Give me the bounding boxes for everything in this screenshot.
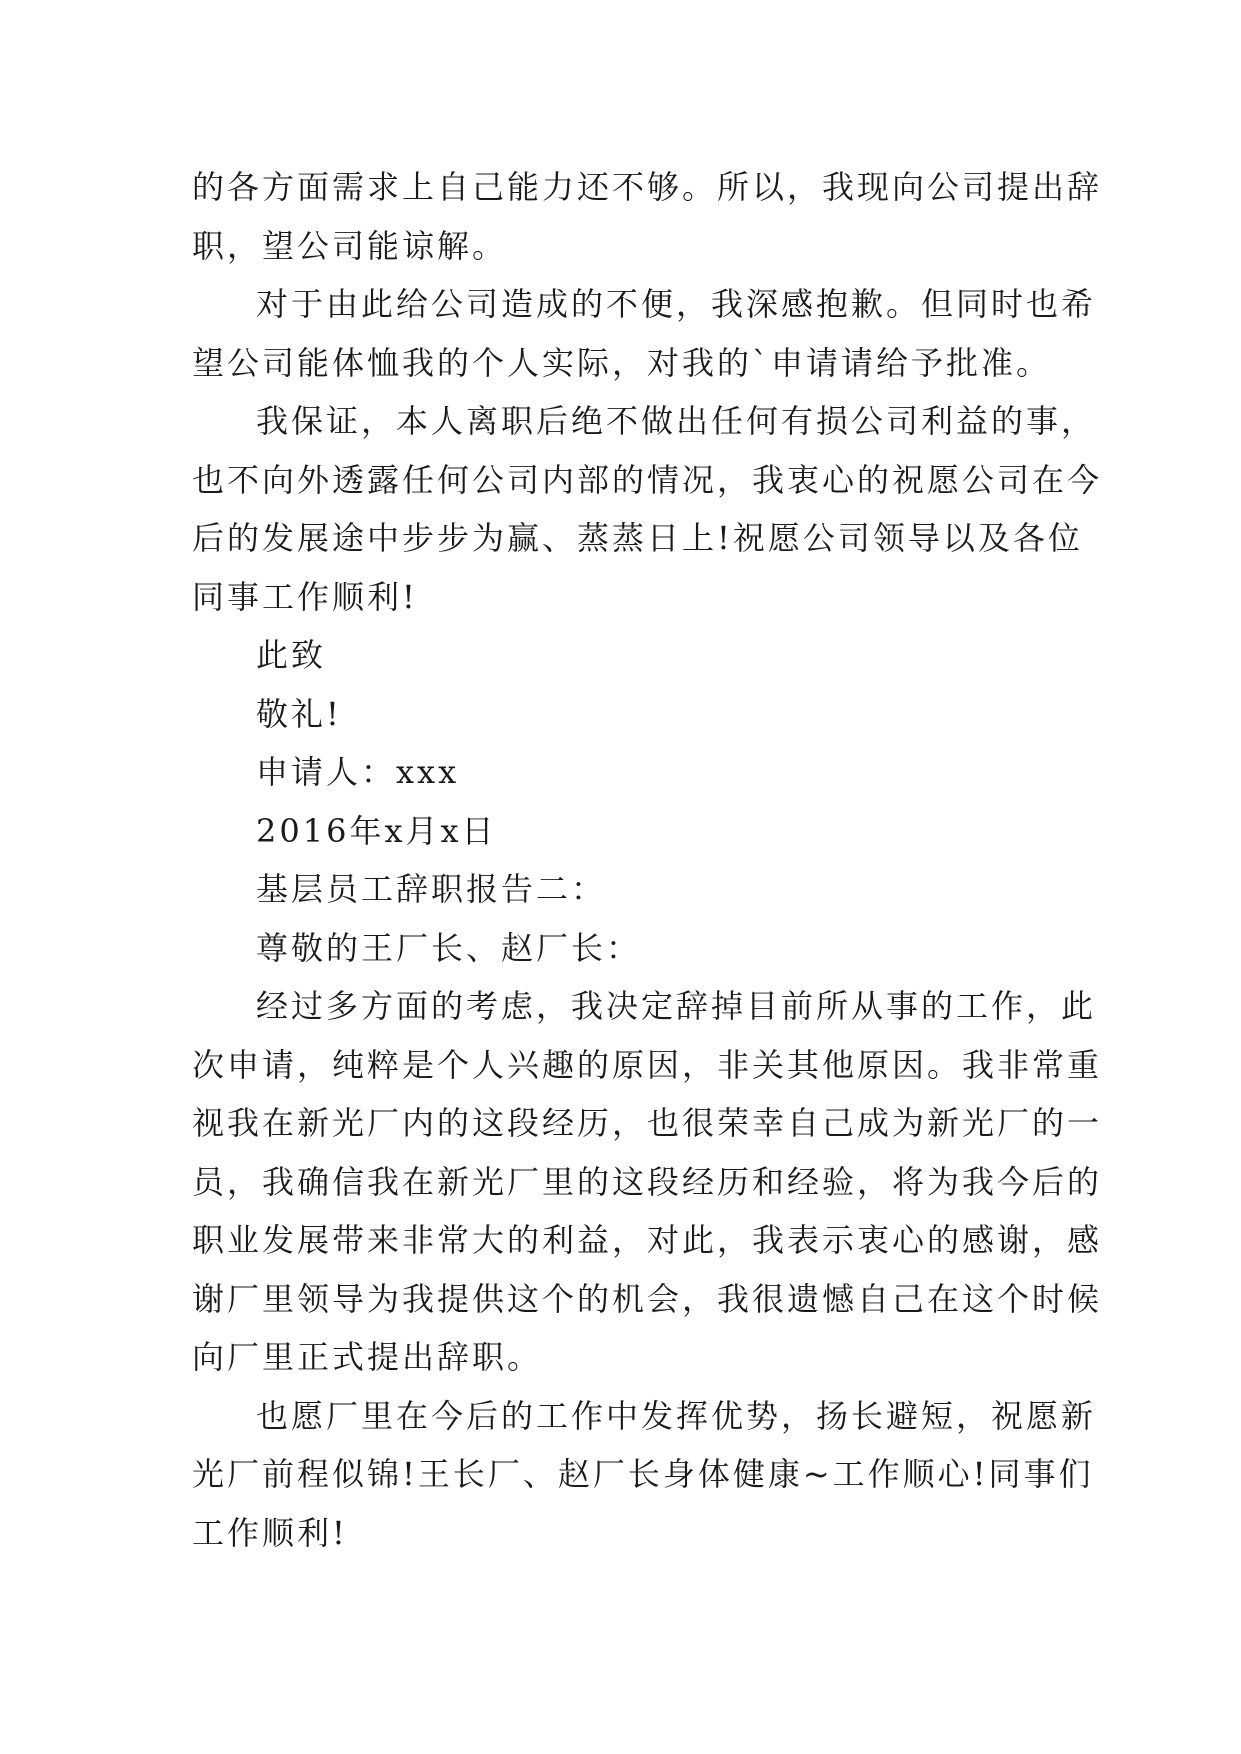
letter-greeting: 尊敬的王厂长、赵厂长： — [256, 928, 642, 967]
text-line: 员，我确信我在新光厂里的这段经历和经验，将为我今后的 — [192, 1162, 1103, 1201]
text-line: 望公司能体恤我的个人实际，对我的`申请请给予批准。 — [192, 343, 1052, 382]
text-line: 也愿厂里在今后的工作中发挥优势，扬长避短，祝愿新 — [256, 1396, 1097, 1435]
text-line: 职，望公司能谅解。 — [192, 226, 508, 265]
date-line: 2016年x月x日 — [256, 811, 497, 850]
section-heading: 基层员工辞职报告二： — [256, 870, 607, 908]
text-line: 向厂里正式提出辞职。 — [192, 1338, 543, 1376]
text-line: 光厂前程似锦!王长厂、赵厂长身体健康~工作顺心!同事们 — [192, 1455, 1094, 1493]
text-line: 同事工作顺利! — [192, 577, 418, 616]
text-line: 后的发展途中步步为赢、蒸蒸日上!祝愿公司领导以及各位 — [192, 519, 1083, 557]
text-line: 谢厂里领导为我提供这个的机会，我很遗憾自己在这个时候 — [192, 1279, 1103, 1318]
text-line: 工作顺利! — [192, 1513, 348, 1552]
text-line: 对于由此给公司造成的不便，我深感抱歉。但同时也希 — [256, 285, 1097, 323]
text-line: 经过多方面的考虑，我决定辞掉目前所从事的工作，此 — [256, 987, 1097, 1025]
text-line: 次申请，纯粹是个人兴趣的原因，非关其他原因。我非常重 — [192, 1045, 1103, 1084]
text-line: 的各方面需求上自己能力还不够。所以，我现向公司提出辞 — [192, 168, 1103, 206]
applicant-signature: 申请人：xxx — [256, 753, 460, 791]
closing-salutation: 此致 — [256, 636, 327, 674]
document-body — [192, 158, 1103, 1562]
text-line: 我保证，本人离职后绝不做出任何有损公司利益的事， — [256, 402, 1097, 440]
text-line: 也不向外透露任何公司内部的情况，我衷心的祝愿公司在今 — [192, 460, 1103, 499]
text-line: 视我在新光厂内的这段经历，也很荣幸自己成为新光厂的一 — [192, 1104, 1103, 1142]
text-line: 职业发展带来非常大的利益，对此，我表示衷心的感谢，感 — [192, 1221, 1103, 1259]
closing-regards: 敬礼! — [256, 694, 342, 733]
